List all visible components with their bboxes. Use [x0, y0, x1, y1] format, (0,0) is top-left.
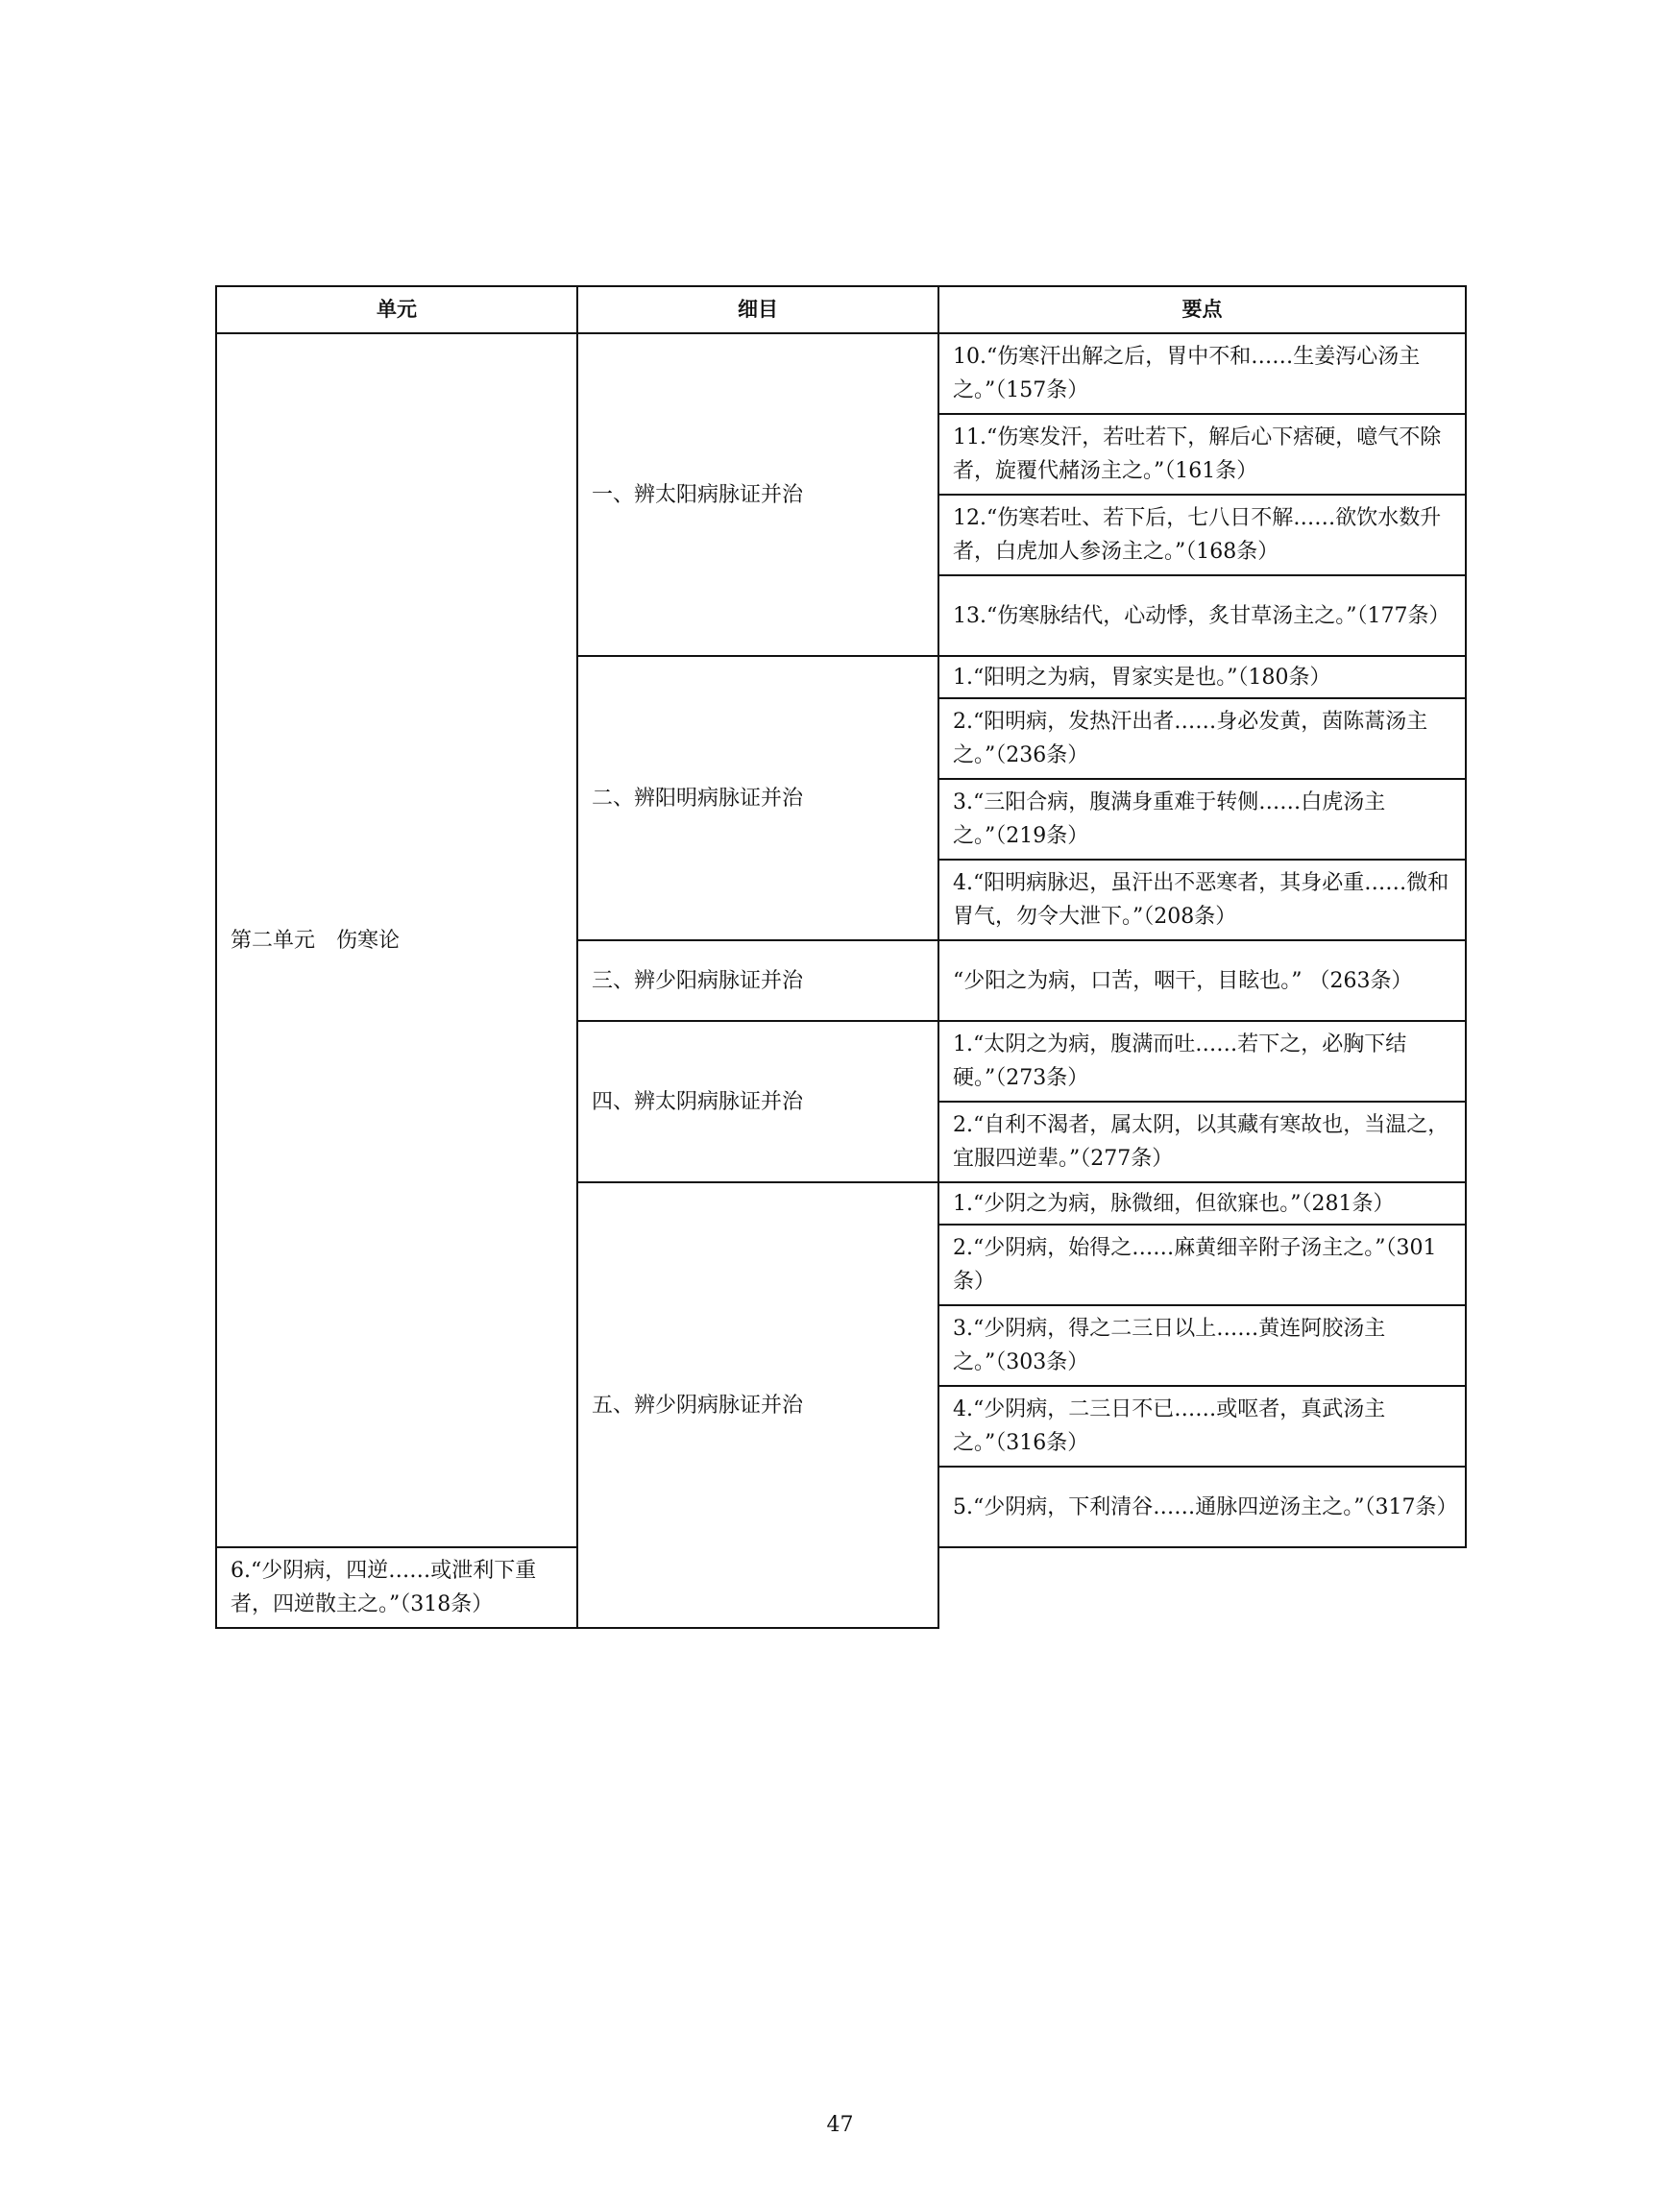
- point-cell: 4.“阳明病脉迟，虽汗出不恶寒者，其身必重……微和胃气，勿令大泄下。”（208条）: [938, 860, 1466, 940]
- point-cell: “少阳之为病，口苦，咽干，目眩也。” （263条）: [938, 940, 1466, 1021]
- section-cell: 三、辨少阳病脉证并治: [577, 940, 938, 1021]
- header-points: 要点: [938, 286, 1466, 333]
- point-cell: 12.“伤寒若吐、若下后，七八日不解……欲饮水数升者，白虎加人参汤主之。”（168条）: [938, 495, 1466, 575]
- point-cell: 1.“太阴之为病，腹满而吐……若下之，必胸下结硬。”（273条）: [938, 1021, 1466, 1102]
- table-row: [216, 333, 1466, 414]
- point-cell: 5.“少阴病，下利清谷……通脉四逆汤主之。”（317条）: [938, 1467, 1466, 1547]
- point-cell: 6.“少阴病，四逆……或泄利下重者，四逆散主之。”（318条）: [216, 1547, 577, 1628]
- point-cell: 1.“阳明之为病，胃家实是也。”（180条）: [938, 656, 1466, 698]
- page-number: 47: [826, 2113, 854, 2137]
- section-cell: 一、辨太阳病脉证并治: [577, 333, 938, 656]
- point-cell: 4.“少阴病，二三日不已……或呕者，真武汤主之。”（316条）: [938, 1386, 1466, 1467]
- header-row: [216, 286, 1466, 333]
- unit-cell: 第二单元 伤寒论: [216, 333, 577, 1547]
- header-unit: 单元: [216, 286, 577, 333]
- point-cell: 13.“伤寒脉结代，心动悸，炙甘草汤主之。”（177条）: [938, 575, 1466, 656]
- point-cell: 1.“少阴之为病，脉微细，但欲寐也。”（281条）: [938, 1182, 1466, 1225]
- point-cell: 3.“少阴病，得之二三日以上……黄连阿胶汤主之。”（303条）: [938, 1305, 1466, 1386]
- point-cell: 11.“伤寒发汗，若吐若下，解后心下痞硬，噫气不除者，旋覆代赭汤主之。”（161条）: [938, 414, 1466, 495]
- point-cell: 2.“阳明病，发热汗出者……身必发黄，茵陈蒿汤主之。”（236条）: [938, 698, 1466, 779]
- section-cell: 五、辨少阴病脉证并治: [577, 1182, 938, 1628]
- syllabus-table: [215, 285, 1467, 1629]
- header-item: 细目: [577, 286, 938, 333]
- section-cell: 二、辨阳明病脉证并治: [577, 656, 938, 940]
- point-cell: 3.“三阳合病，腹满身重难于转侧……白虎汤主之。”（219条）: [938, 779, 1466, 860]
- point-cell: 2.“自利不渴者，属太阴，以其藏有寒故也，当温之，宜服四逆辈。”（277条）: [938, 1102, 1466, 1182]
- section-cell: 四、辨太阴病脉证并治: [577, 1021, 938, 1182]
- point-cell: 10.“伤寒汗出解之后，胃中不和……生姜泻心汤主之。”（157条）: [938, 333, 1466, 414]
- point-cell: 2.“少阴病，始得之……麻黄细辛附子汤主之。”（301条）: [938, 1225, 1466, 1305]
